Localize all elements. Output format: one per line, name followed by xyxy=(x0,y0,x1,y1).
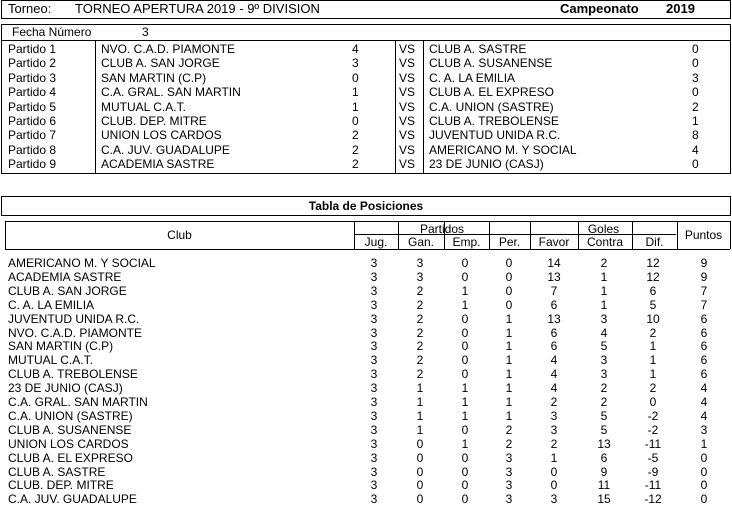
stat-cell: 0 xyxy=(416,478,424,493)
away-goals: 8 xyxy=(692,128,699,143)
stat-cell: 1 xyxy=(461,297,469,312)
stat-cell: 2 xyxy=(600,395,608,409)
stat-cell: 0 xyxy=(700,492,708,507)
stat-cell: 2 xyxy=(505,436,513,451)
stat-cell: 0 xyxy=(461,450,469,465)
stat-cell: 0 xyxy=(461,367,469,382)
match-label: Partido 7 xyxy=(8,128,57,143)
stat-cell: 0 xyxy=(416,436,424,451)
stat-cell: 0 xyxy=(461,464,469,479)
stat-cell: -9 xyxy=(647,464,659,479)
stat-cell: 3 xyxy=(550,422,558,437)
club-name: CLUB A. SAN JORGE xyxy=(8,283,127,298)
stat-cell: 1 xyxy=(600,297,608,312)
match-label: Partido 3 xyxy=(8,70,57,85)
stat-cell: 6 xyxy=(550,339,558,354)
subheader-6: Dif. xyxy=(645,235,664,249)
stat-cell: -2 xyxy=(647,422,659,437)
vs-label: VS xyxy=(399,114,416,128)
stat-cell: 3 xyxy=(370,381,378,396)
stat-cell: 0 xyxy=(505,269,513,284)
stat-cell: 9 xyxy=(600,464,608,479)
home-team: UNION LOS CARDOS xyxy=(101,128,222,143)
club-header: Club xyxy=(167,228,192,242)
stat-cell: 3 xyxy=(505,450,513,465)
club-name: 23 DE JUNIO (CASJ) xyxy=(8,381,123,396)
stat-cell: 1 xyxy=(505,381,513,396)
stat-cell: 0 xyxy=(461,492,469,507)
stat-cell: 2 xyxy=(416,367,424,382)
stat-cell: 1 xyxy=(505,367,513,382)
away-team: 23 DE JUNIO (CASJ) xyxy=(429,157,544,172)
vs-label: VS xyxy=(399,142,416,157)
stat-cell: 14 xyxy=(547,256,561,270)
match-label: Partido 1 xyxy=(8,42,57,56)
stat-cell: 1 xyxy=(416,422,424,437)
stat-cell: 2 xyxy=(550,436,558,451)
stat-cell: 6 xyxy=(600,450,608,465)
stat-cell: 1 xyxy=(600,283,608,298)
stat-cell: 3 xyxy=(370,408,378,423)
stat-cell: 11 xyxy=(597,478,611,493)
stat-cell: 2 xyxy=(600,381,608,396)
stat-cell: 1 xyxy=(461,395,469,409)
club-name: CLUB A. SASTRE xyxy=(8,464,106,479)
stat-cell: 0 xyxy=(550,478,558,493)
stat-cell: 2 xyxy=(600,256,608,270)
stat-cell: 6 xyxy=(700,339,708,354)
stat-cell: 0 xyxy=(461,339,469,354)
stat-cell: 0 xyxy=(416,450,424,465)
stat-cell: 2 xyxy=(416,311,424,326)
away-team: C.A. UNION (SASTRE) xyxy=(429,99,554,114)
partidos-column-line xyxy=(95,41,96,174)
stat-cell: 4 xyxy=(550,367,558,382)
stat-cell: 7 xyxy=(700,297,708,312)
away-goals: 4 xyxy=(692,142,699,157)
stat-cell: 1 xyxy=(416,395,424,409)
stat-cell: 3 xyxy=(550,408,558,423)
stat-cell: 1 xyxy=(461,408,469,423)
vs-label: VS xyxy=(399,85,416,100)
stat-cell: 1 xyxy=(505,408,513,423)
vs-label: VS xyxy=(399,42,416,56)
stat-cell: -11 xyxy=(644,478,662,493)
home-goals: 2 xyxy=(352,157,359,172)
stat-cell: 13 xyxy=(547,311,561,326)
stat-cell: 4 xyxy=(600,325,608,340)
stat-cell: 4 xyxy=(700,381,708,396)
subheader-4: Favor xyxy=(538,235,570,249)
subheader-1: Gan. xyxy=(407,235,434,249)
subheader-0: Jug. xyxy=(364,235,388,249)
away-team: CLUB A. SASTRE xyxy=(429,42,527,56)
club-name: AMERICANO M. Y SOCIAL xyxy=(8,256,156,270)
stat-cell: 5 xyxy=(600,422,608,437)
club-name: CLUB A. TREBOLENSE xyxy=(8,367,138,382)
home-goals: 3 xyxy=(352,56,359,71)
stat-cell: 0 xyxy=(461,422,469,437)
torneo-value: TORNEO APERTURA 2019 - 9º DIVISION xyxy=(75,1,320,16)
stat-cell: 1 xyxy=(505,325,513,340)
home-team: MUTUAL C.A.T. xyxy=(101,99,186,114)
away-team: CLUB A. EL EXPRESO xyxy=(429,85,554,100)
stat-cell: -12 xyxy=(644,492,662,507)
stat-cell: 3 xyxy=(370,325,378,340)
stat-cell: 0 xyxy=(700,450,708,465)
vs-label: VS xyxy=(399,128,416,143)
stat-cell: 3 xyxy=(505,478,513,493)
home-goals: 1 xyxy=(352,85,359,100)
stat-cell: 0 xyxy=(700,464,708,479)
stat-cell: 3 xyxy=(370,339,378,354)
stat-cell: 0 xyxy=(416,492,424,507)
stat-cell: 3 xyxy=(370,450,378,465)
stat-cell: 1 xyxy=(700,436,708,451)
club-name: CLUB A. EL EXPRESO xyxy=(8,450,133,465)
club-name: CLUB. DEP. MITRE xyxy=(8,478,114,493)
stat-cell: 1 xyxy=(461,381,469,396)
stat-cell: 3 xyxy=(370,353,378,368)
stat-cell: 13 xyxy=(547,269,561,284)
stat-cell: 6 xyxy=(649,283,657,298)
stat-cell: 5 xyxy=(600,408,608,423)
stat-cell: 12 xyxy=(646,269,660,284)
stat-cell: 5 xyxy=(649,297,657,312)
stat-cell: 0 xyxy=(700,478,708,493)
home-goals: 1 xyxy=(352,99,359,114)
stat-cell: 1 xyxy=(416,381,424,396)
stat-cell: 6 xyxy=(700,325,708,340)
stat-cell: 5 xyxy=(600,339,608,354)
stat-cell: 3 xyxy=(370,297,378,312)
stat-cell: 2 xyxy=(416,339,424,354)
stat-cell: 3 xyxy=(505,464,513,479)
stat-cell: 4 xyxy=(550,381,558,396)
stat-cell: 1 xyxy=(505,311,513,326)
stat-cell: 3 xyxy=(370,395,378,409)
stat-cell: 2 xyxy=(649,325,657,340)
away-team: C. A. LA EMILIA xyxy=(429,70,516,85)
stat-cell: 2 xyxy=(416,325,424,340)
stat-cell: 3 xyxy=(370,269,378,284)
stat-cell: 3 xyxy=(505,492,513,507)
stat-cell: 7 xyxy=(700,283,708,298)
away-team: CLUB A. TREBOLENSE xyxy=(429,114,559,128)
stat-cell: 9 xyxy=(700,269,708,284)
header-right-line xyxy=(730,221,731,249)
stat-cell: 6 xyxy=(700,311,708,326)
partidos-column-line xyxy=(423,41,424,174)
stat-cell: 3 xyxy=(370,436,378,451)
club-name: SAN MARTIN (C.P) xyxy=(8,339,114,354)
stat-cell: 1 xyxy=(649,353,657,368)
vs-label: VS xyxy=(399,157,416,172)
home-team: CLUB A. SAN JORGE xyxy=(101,56,220,71)
stat-cell: 0 xyxy=(505,297,513,312)
stat-cell: 4 xyxy=(700,408,708,423)
home-goals: 2 xyxy=(352,128,359,143)
stat-cell: 3 xyxy=(550,492,558,507)
stat-cell: 1 xyxy=(505,353,513,368)
tabla-title: Tabla de Posiciones xyxy=(308,199,424,213)
home-team: C.A. GRAL. SAN MARTIN xyxy=(101,85,241,100)
away-goals: 3 xyxy=(692,70,699,85)
stat-cell: 3 xyxy=(416,256,424,270)
home-goals: 0 xyxy=(352,114,359,128)
stat-cell: 13 xyxy=(597,436,611,451)
away-goals: 0 xyxy=(692,56,699,71)
stat-cell: 3 xyxy=(600,353,608,368)
home-team: ACADEMIA SASTRE xyxy=(101,157,215,172)
away-goals: 0 xyxy=(692,157,699,172)
stat-cell: 2 xyxy=(416,283,424,298)
partidos-header: Partidos xyxy=(419,222,465,236)
stat-cell: 3 xyxy=(600,367,608,382)
club-name: C.A. GRAL. SAN MARTIN xyxy=(8,395,148,409)
stat-cell: 0 xyxy=(461,353,469,368)
stat-cell: 2 xyxy=(416,353,424,368)
home-goals: 2 xyxy=(352,142,359,157)
match-label: Partido 8 xyxy=(8,142,57,157)
subheader-5: Contra xyxy=(586,235,624,249)
stat-cell: 2 xyxy=(416,297,424,312)
stat-cell: 1 xyxy=(505,339,513,354)
stat-cell: 0 xyxy=(461,325,469,340)
home-team: NVO. C.A.D. PIAMONTE xyxy=(101,42,236,56)
club-name: C. A. LA EMILIA xyxy=(8,297,95,312)
subheader-2: Emp. xyxy=(452,235,481,249)
stat-cell: 4 xyxy=(700,395,708,409)
home-team: CLUB. DEP. MITRE xyxy=(101,114,207,128)
stat-cell: 3 xyxy=(370,464,378,479)
partidos-column-line xyxy=(395,41,396,174)
match-label: Partido 9 xyxy=(8,157,57,172)
club-name: JUVENTUD UNIDA R.C. xyxy=(8,311,140,326)
stat-cell: 3 xyxy=(370,256,378,270)
stat-cell: 0 xyxy=(461,256,469,270)
stat-cell: 6 xyxy=(700,353,708,368)
stat-cell: 7 xyxy=(550,283,558,298)
stat-cell: 3 xyxy=(370,492,378,507)
club-name: C.A. UNION (SASTRE) xyxy=(8,408,133,423)
stat-cell: 0 xyxy=(505,283,513,298)
subheader-3: Per. xyxy=(498,235,521,249)
stat-cell: 0 xyxy=(461,311,469,326)
club-name: UNION LOS CARDOS xyxy=(8,436,129,451)
stat-cell: 3 xyxy=(370,367,378,382)
campeonato-label: Campeonato xyxy=(560,1,639,16)
stat-cell: 1 xyxy=(461,436,469,451)
stat-cell: -5 xyxy=(647,450,659,465)
stat-cell: 2 xyxy=(550,395,558,409)
fecha-divider xyxy=(1,40,731,41)
home-goals: 0 xyxy=(352,70,359,85)
stat-cell: 1 xyxy=(649,339,657,354)
vs-label: VS xyxy=(399,56,416,71)
stat-cell: 15 xyxy=(597,492,611,507)
stat-cell: 0 xyxy=(505,256,513,270)
vs-label: VS xyxy=(399,99,416,114)
stat-cell: 1 xyxy=(505,395,513,409)
away-team: JUVENTUD UNIDA R.C. xyxy=(429,128,561,143)
stat-cell: 1 xyxy=(550,450,558,465)
away-team: AMERICANO M. Y SOCIAL xyxy=(429,142,577,157)
stat-cell: 0 xyxy=(649,395,657,409)
stat-cell: -11 xyxy=(644,436,662,451)
away-goals: 1 xyxy=(692,114,699,128)
club-name: NVO. C.A.D. PIAMONTE xyxy=(8,325,143,340)
stat-cell: 6 xyxy=(550,325,558,340)
campeonato-value: 2019 xyxy=(666,1,695,16)
stat-cell: 3 xyxy=(370,283,378,298)
stat-cell: 6 xyxy=(550,297,558,312)
home-team: SAN MARTIN (C.P) xyxy=(101,70,207,85)
stat-cell: 3 xyxy=(600,311,608,326)
stat-cell: 10 xyxy=(646,311,660,326)
stat-cell: 6 xyxy=(700,367,708,382)
fecha-label: Fecha Número xyxy=(12,25,92,39)
stat-cell: 3 xyxy=(370,478,378,493)
away-team: CLUB A. SUSANENSE xyxy=(429,56,553,71)
match-label: Partido 4 xyxy=(8,85,57,100)
stat-cell: 9 xyxy=(700,256,708,270)
stat-cell: -2 xyxy=(647,408,659,423)
stat-cell: 12 xyxy=(646,256,660,270)
away-goals: 2 xyxy=(692,99,699,114)
club-name: MUTUAL C.A.T. xyxy=(8,353,93,368)
stat-cell: 2 xyxy=(649,381,657,396)
stat-cell: 3 xyxy=(700,422,708,437)
home-goals: 4 xyxy=(352,42,359,56)
stat-cell: 3 xyxy=(370,422,378,437)
club-name: ACADEMIA SASTRE xyxy=(8,269,122,284)
fecha-value: 3 xyxy=(142,25,149,39)
stat-cell: 0 xyxy=(550,464,558,479)
away-goals: 0 xyxy=(692,85,699,100)
match-label: Partido 6 xyxy=(8,114,57,128)
match-label: Partido 5 xyxy=(8,99,57,114)
club-name: CLUB A. SUSANENSE xyxy=(8,422,132,437)
torneo-label: Torneo: xyxy=(8,1,52,16)
stat-cell: 3 xyxy=(416,269,424,284)
stat-cell: 1 xyxy=(461,283,469,298)
puntos-header: Puntos xyxy=(684,228,723,242)
stat-cell: 4 xyxy=(550,353,558,368)
stat-cell: 0 xyxy=(461,269,469,284)
stat-cell: 3 xyxy=(370,311,378,326)
stat-cell: 1 xyxy=(649,367,657,382)
home-team: C.A. JUV. GUADALUPE xyxy=(101,142,230,157)
stat-cell: 0 xyxy=(461,478,469,493)
stat-cell: 1 xyxy=(600,269,608,284)
club-name: C.A. JUV. GUADALUPE xyxy=(8,492,137,507)
header-bottom-line xyxy=(5,249,730,250)
goles-header: Goles xyxy=(587,222,620,236)
match-label: Partido 2 xyxy=(8,56,57,71)
stat-cell: 1 xyxy=(416,408,424,423)
vs-label: VS xyxy=(399,70,416,85)
stat-cell: 2 xyxy=(505,422,513,437)
away-goals: 0 xyxy=(692,42,699,56)
stat-cell: 0 xyxy=(416,464,424,479)
